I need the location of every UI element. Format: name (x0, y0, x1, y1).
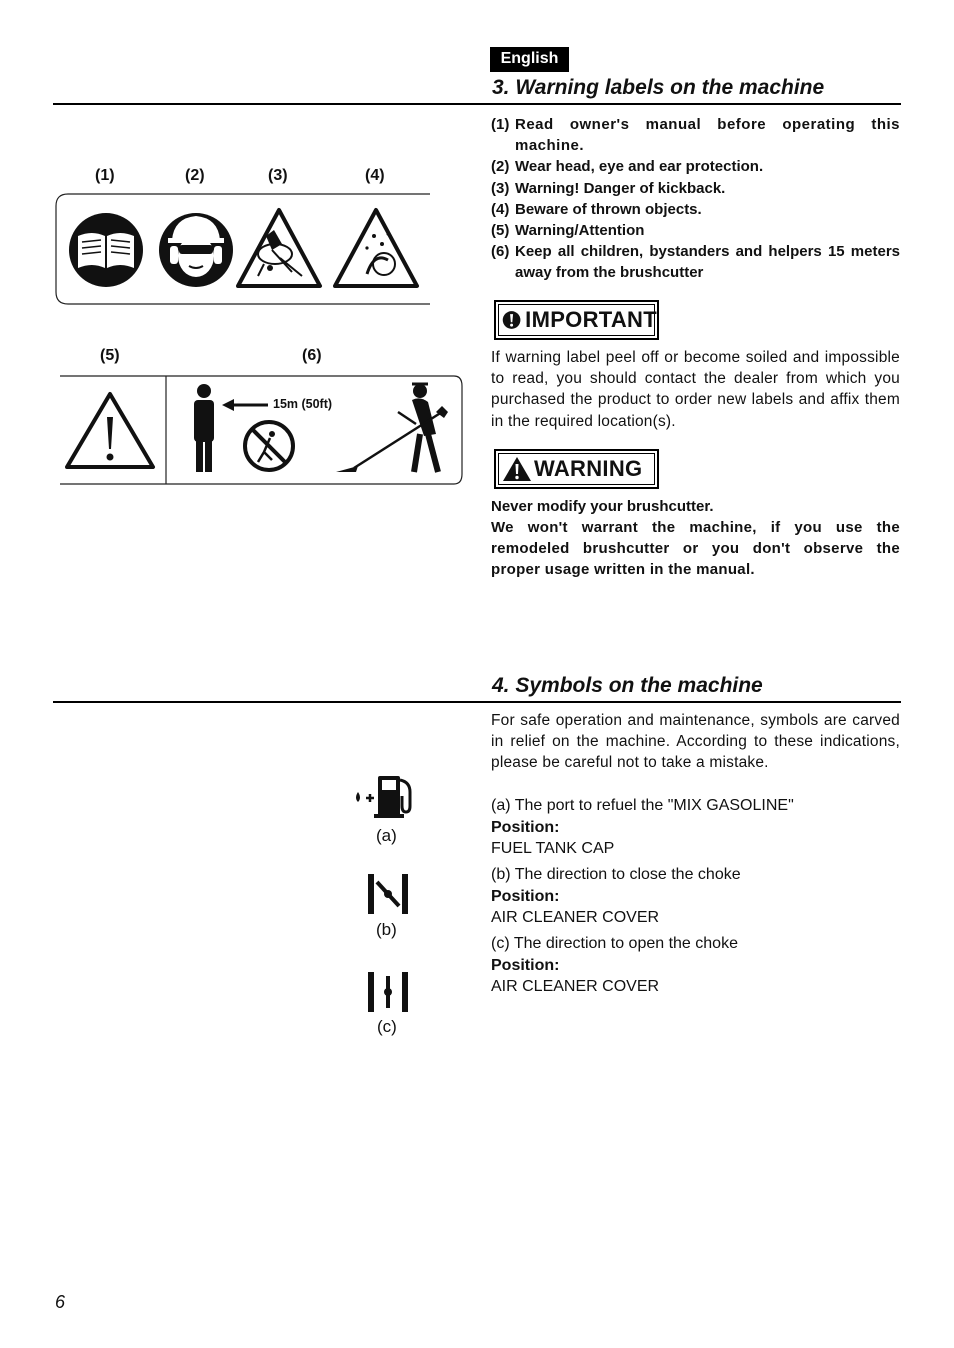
kickback-warning-icon (238, 210, 320, 286)
warning-triangle-icon (502, 456, 532, 482)
exclamation-icon (502, 307, 521, 333)
no-bystanders-icon (245, 422, 293, 470)
distance-arrow-icon (222, 399, 268, 411)
symbol-c-position: AIR CLEANER COVER (491, 978, 660, 995)
symbol-entry-b (491, 864, 900, 929)
warning-box (494, 449, 659, 489)
list-item: (6) Keep all children, bystanders and helpers 15 meters away from the brushcutter (491, 243, 900, 282)
warning-labels-list (491, 114, 900, 284)
thrown-objects-warning-icon (335, 210, 417, 286)
label-num-4: (4) (365, 167, 385, 184)
label-num-5: (5) (100, 347, 120, 364)
symbol-c-caption: (c) (377, 1017, 397, 1036)
section-4-intro: For safe operation and maintenance, symbols are carved in relief on the machine. According to these indications, please be careful not to take a mistake. (491, 712, 900, 772)
choke-open-icon (366, 970, 410, 1014)
fuel-refuel-icon (352, 772, 418, 820)
warning-label: WARNING (534, 456, 643, 481)
list-item: (2) Wear head, eye and ear protection. (491, 158, 764, 176)
symbol-entry-c (491, 933, 900, 998)
important-text: If warning label peel off or become soiled and impossible to read, you should contact the dealer from which you purchased the product to order new labels and affix them in the required location(s). (491, 349, 900, 430)
symbol-entry-a (491, 795, 900, 860)
bystander-figure-icon (194, 384, 214, 472)
language-tag: English (490, 47, 569, 72)
attention-warning-icon (67, 394, 153, 467)
warning-label-strip-bottom (58, 372, 466, 488)
section-3-title: 3. Warning labels on the machine (492, 76, 825, 99)
operator-with-brushcutter-icon (336, 384, 448, 472)
list-item: (4) Beware of thrown objects. (491, 200, 702, 218)
label-num-2: (2) (185, 167, 205, 184)
symbol-b-caption: (b) (376, 920, 397, 939)
page-number: 6 (55, 1292, 66, 1312)
label-num-3: (3) (268, 167, 288, 184)
read-manual-icon (69, 213, 143, 287)
label-num-1: (1) (95, 167, 115, 184)
important-label: IMPORTANT (525, 307, 657, 332)
warning-label-strip-top (52, 190, 432, 308)
section-4-rule (53, 701, 901, 703)
warning-line-1: Never modify your brushcutter. (491, 498, 714, 515)
symbol-c-position-label: Position: (491, 956, 560, 974)
section-4-title: 4. Symbols on the machine (492, 674, 763, 697)
symbol-b-position: AIR CLEANER COVER (491, 909, 660, 926)
symbol-b-position-label: Position: (491, 887, 560, 905)
choke-close-icon (366, 872, 410, 916)
list-item: (1) Read owner's manual before operating this machine. (491, 116, 900, 155)
distance-label: 15m (50ft) (273, 397, 333, 411)
list-item: (3) Warning! Danger of kickback. (491, 179, 726, 197)
symbol-c-description: (c) The direction to open the choke (491, 935, 738, 952)
symbol-b-description: (b) The direction to close the choke (491, 866, 741, 883)
section-3-rule (53, 103, 901, 105)
important-box (494, 300, 659, 340)
symbol-a-position-label: Position: (491, 818, 560, 836)
symbol-a-description: (a) The port to refuel the "MIX GASOLINE" (491, 797, 794, 814)
warning-line-2: We won't warrant the machine, if you use the remodeled brushcutter or you don't observe the proper usage written in the manual. (491, 519, 900, 579)
symbol-a-caption: (a) (376, 826, 397, 845)
head-eye-ear-protection-icon (159, 213, 233, 287)
label-num-6: (6) (302, 347, 322, 364)
list-item: (5) Warning/Attention (491, 222, 645, 240)
symbol-a-position: FUEL TANK CAP (491, 840, 615, 857)
